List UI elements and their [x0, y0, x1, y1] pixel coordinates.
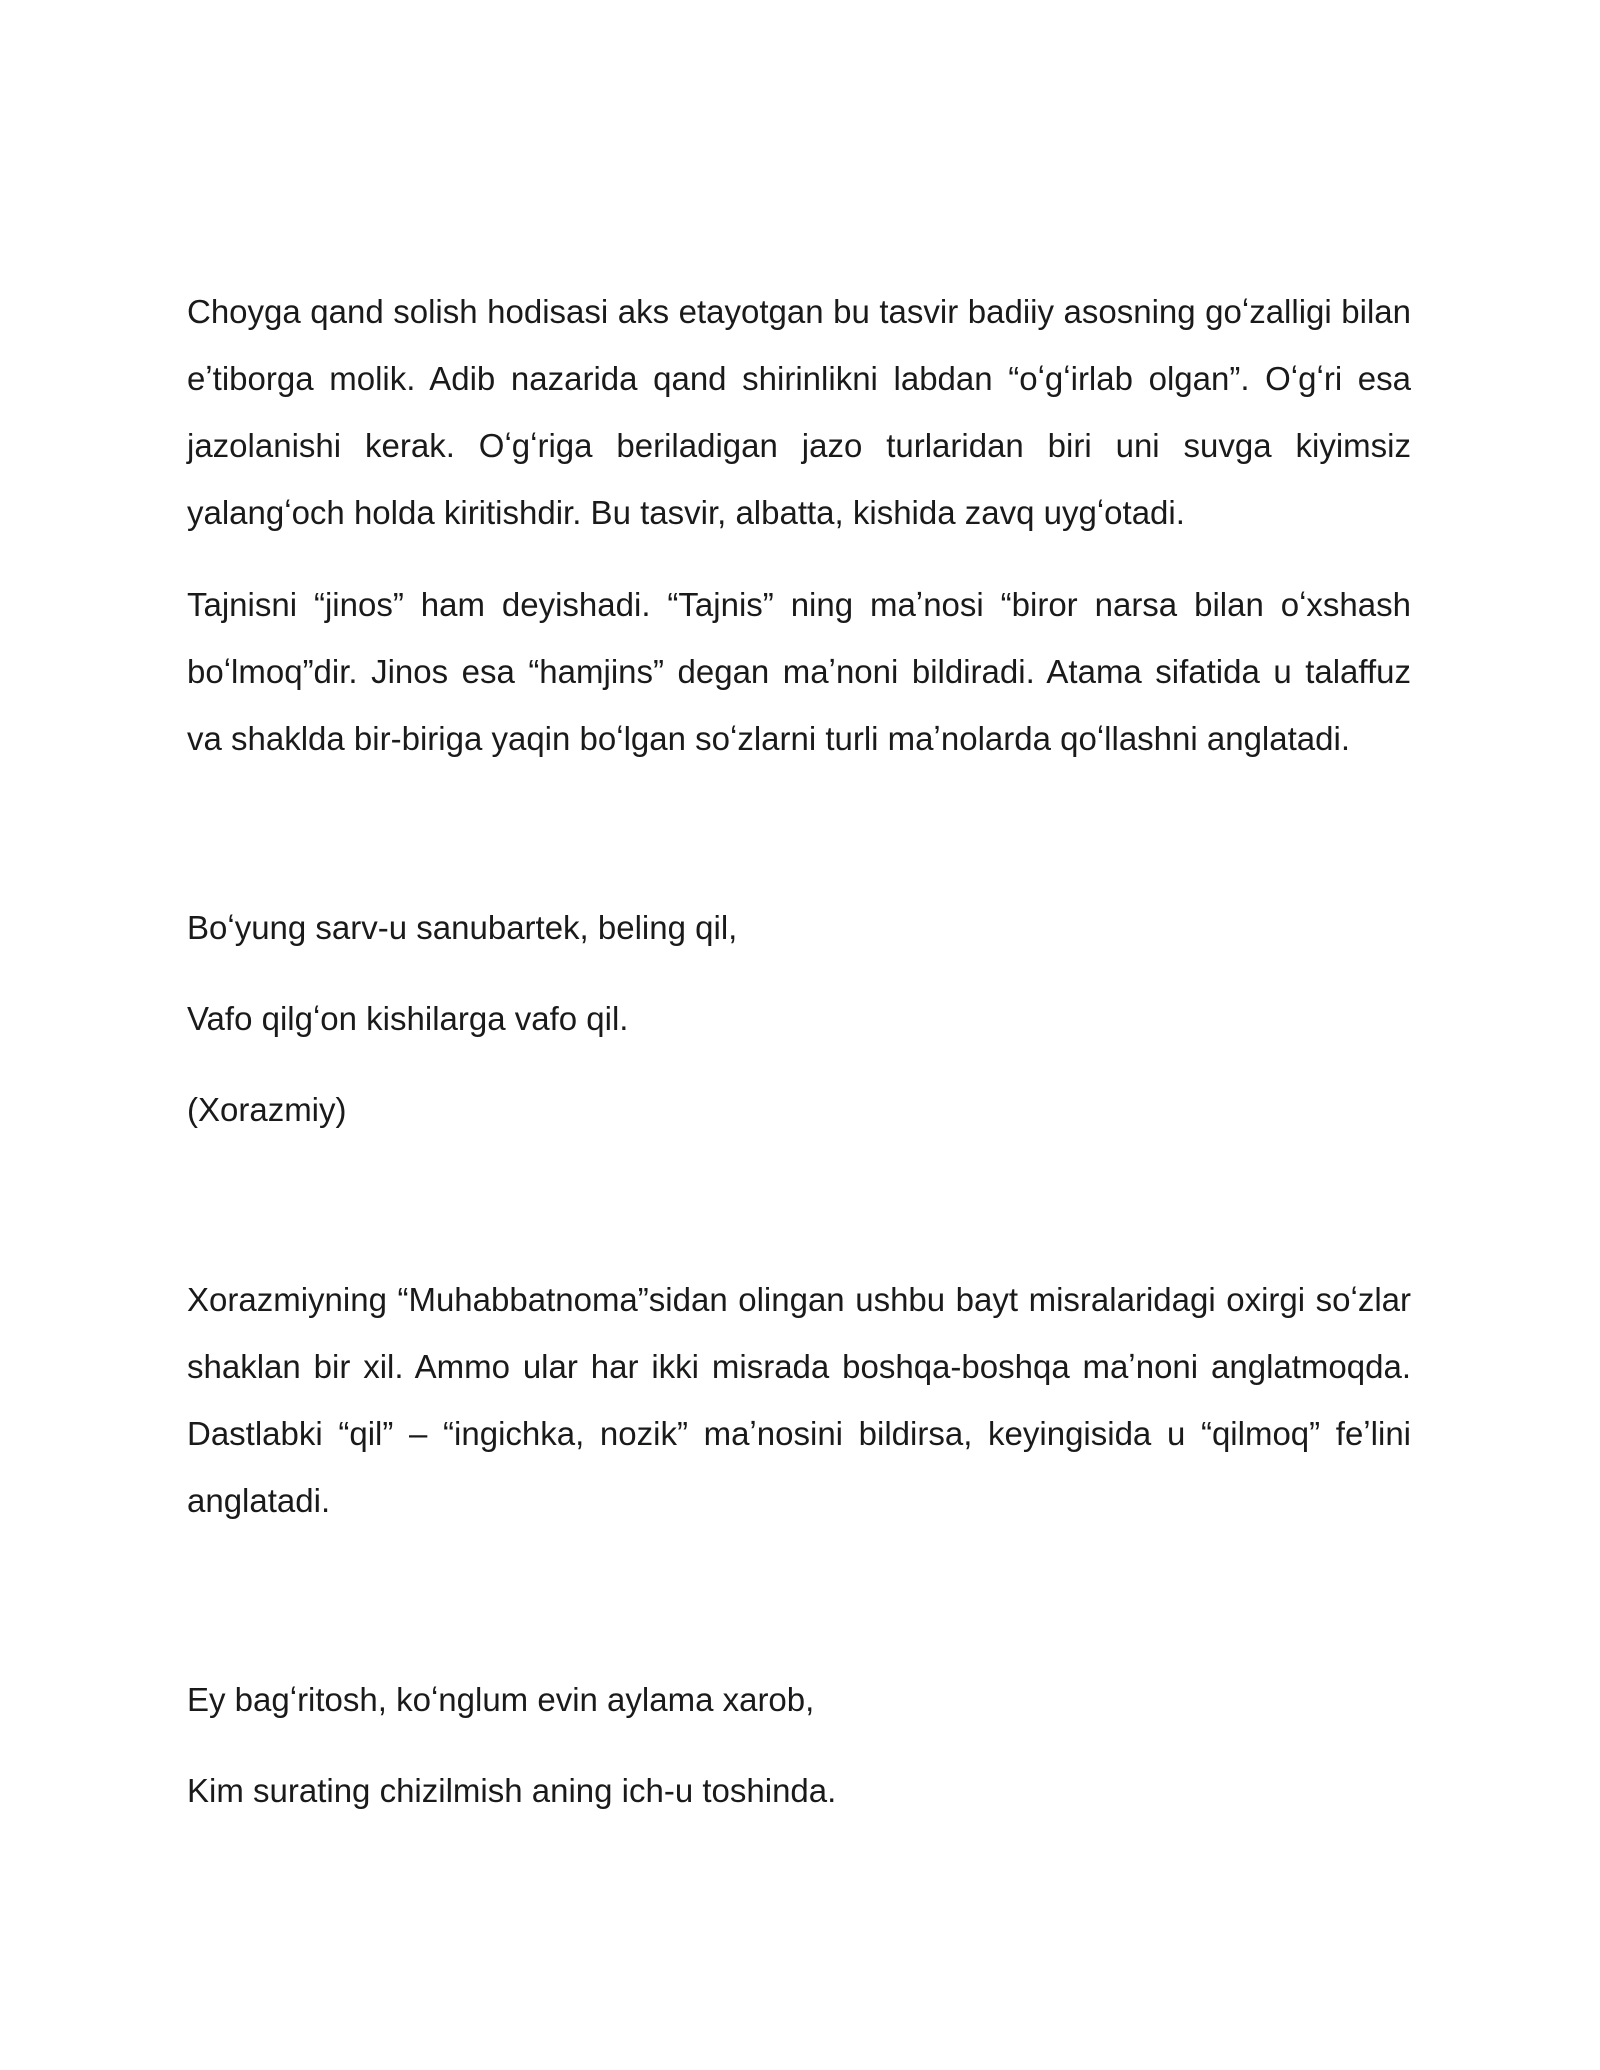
paragraph-tea-sugar: Choyga qand solish hodisasi aks etayotgan bu tasvir badiiy asosning goʻzalligi bilan eʼtiborga molik. Adib nazarida qand shirinlikni labdan “oʻgʻirlab olgan”. Oʻgʻri esa jazolanishi kerak. Oʻgʻriga beriladigan jazo turlaridan biri uni suvga kiyimsiz yalangʻoch holda kiritishdir. Bu tasvir, albatta, kishida zavq uygʻotadi. [187, 293, 1411, 531]
paragraph-muhabbatnoma-analysis: Xorazmiyning “Muhabbatnoma”sidan olingan ushbu bayt misralaridagi oxirgi soʻzlar shaklan bir xil. Ammo ular har ikki misrada boshqa-boshqa maʼnoni anglatmoqda. Dastlabki “qil” – “ingichka, nozik” maʼnosini bildirsa, keyingisida u “qilmoq” feʼlini anglatadi. [187, 1281, 1411, 1519]
paragraph-tajnis-definition: Tajnisni “jinos” ham deyishadi. “Tajnis” ning maʼnosi “biror narsa bilan oʻxshash boʻlmoq”dir. Jinos esa “hamjins” degan maʼnoni bildiradi. Atama sifatida u talaffuz va shaklda bir-biriga yaqin boʻlgan soʻzlarni turli maʼnolarda qoʻllashni anglatadi. [187, 586, 1411, 757]
document-page [187, 278, 1411, 1811]
verse-line: Vafo qilgʻon kishilarga vafo qil. [187, 1000, 629, 1037]
verse-line: Kim surating chizilmish aning ich-u toshinda. [187, 1772, 837, 1809]
verse-line: Ey bagʻritosh, koʻnglum evin aylama xarob, [187, 1681, 815, 1718]
verse-line: Boʻyung sarv-u sanubartek, beling qil, [187, 909, 738, 946]
verse-second [187, 1680, 1411, 1811]
verse-attribution: (Xorazmiy) [187, 1091, 347, 1128]
verse-xorazmiy [187, 908, 1411, 1130]
